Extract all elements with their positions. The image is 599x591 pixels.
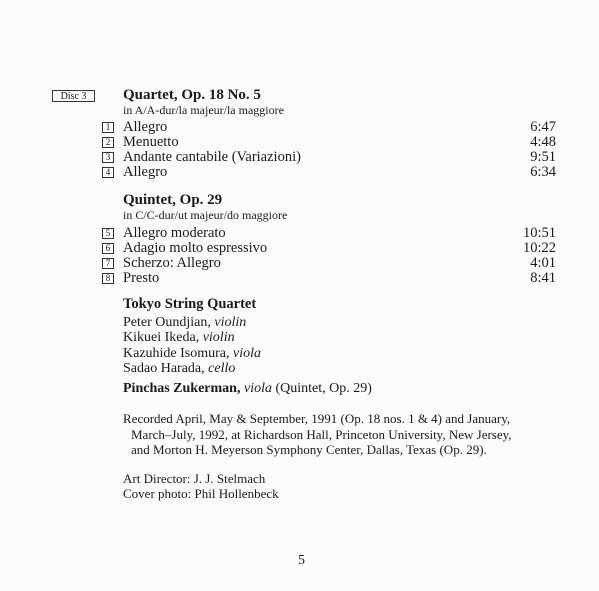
track-duration: 4:48: [530, 134, 556, 150]
performer-line: [123, 315, 246, 330]
track-number: 6: [102, 243, 114, 254]
disc-label: Disc 3: [52, 90, 95, 102]
performer-name: Kazuhide Isomura,: [123, 346, 234, 361]
track-duration: 10:22: [522, 240, 556, 256]
track-number: 4: [102, 167, 114, 178]
guest-performer-instrument: viola: [243, 381, 272, 396]
track-row: [102, 150, 556, 165]
track-row: [102, 135, 556, 150]
recording-info-line: Recorded April, May & September, 1991 (Op. 18 nos. 1 & 4) and January,: [123, 411, 511, 426]
track-title: Allegro: [123, 119, 168, 135]
track-title: Menuetto: [123, 134, 179, 150]
track-duration: 9:51: [530, 149, 556, 165]
track-duration: 6:34: [530, 164, 556, 180]
page-number: 5: [298, 553, 305, 568]
track-row: [102, 256, 556, 271]
track-number: 2: [102, 137, 114, 148]
recording-info-line: March–July, 1992, at Richardson Hall, Princeton University, New Jersey,: [131, 427, 512, 442]
track-number: 5: [102, 228, 114, 239]
performer-name: Peter Oundjian,: [123, 315, 215, 330]
guest-performer-line: [123, 381, 372, 396]
track-number: 3: [102, 152, 114, 163]
track-number: 8: [102, 273, 114, 284]
track-number: 7: [102, 258, 114, 269]
track-title: Andante cantabile (Variazioni): [123, 149, 301, 165]
guest-performer-name: Pinchas Zukerman,: [123, 381, 241, 396]
track-number: 1: [102, 122, 114, 133]
guest-performer-note: (Quintet, Op. 29): [271, 381, 372, 396]
art-director-credit: Art Director: J. J. Stelmach: [123, 471, 266, 486]
track-duration: 4:01: [530, 255, 556, 271]
performer-instrument: violin: [214, 315, 247, 330]
track-title: Allegro: [123, 164, 168, 180]
performer-name: Sadao Harada,: [123, 361, 209, 376]
track-row: [102, 120, 556, 135]
track-row: [102, 241, 556, 256]
ensemble-name: Tokyo String Quartet: [123, 296, 257, 312]
work-title-quintet: Quintet, Op. 29: [123, 192, 223, 208]
work-title-quartet: Quartet, Op. 18 No. 5: [123, 87, 261, 103]
track-title: Scherzo: Allegro: [123, 255, 221, 271]
performer-line: [123, 330, 235, 345]
track-row: [102, 165, 556, 180]
track-row: [102, 226, 556, 241]
recording-info-line: and Morton H. Meyerson Symphony Center, Dallas, Texas (Op. 29).: [131, 442, 487, 457]
performer-name: Kikuei Ikeda,: [123, 330, 203, 345]
performer-instrument: cello: [208, 361, 236, 376]
performer-line: [123, 361, 235, 376]
track-title: Presto: [123, 270, 160, 286]
track-duration: 10:51: [522, 225, 556, 241]
performer-instrument: viola: [233, 346, 262, 361]
work-key-quartet: in A/A-dur/la majeur/la maggiore: [123, 103, 284, 117]
track-duration: 6:47: [530, 119, 556, 135]
track-row: [102, 271, 556, 286]
track-title: Allegro moderato: [123, 225, 226, 241]
performer-instrument: violin: [202, 330, 235, 345]
track-duration: 8:41: [530, 270, 556, 286]
track-title: Adagio molto espressivo: [123, 240, 268, 256]
work-key-quintet: in C/C-dur/ut majeur/do maggiore: [123, 208, 288, 222]
performer-line: [123, 346, 261, 361]
cover-photo-credit: Cover photo: Phil Hollenbeck: [123, 486, 279, 501]
